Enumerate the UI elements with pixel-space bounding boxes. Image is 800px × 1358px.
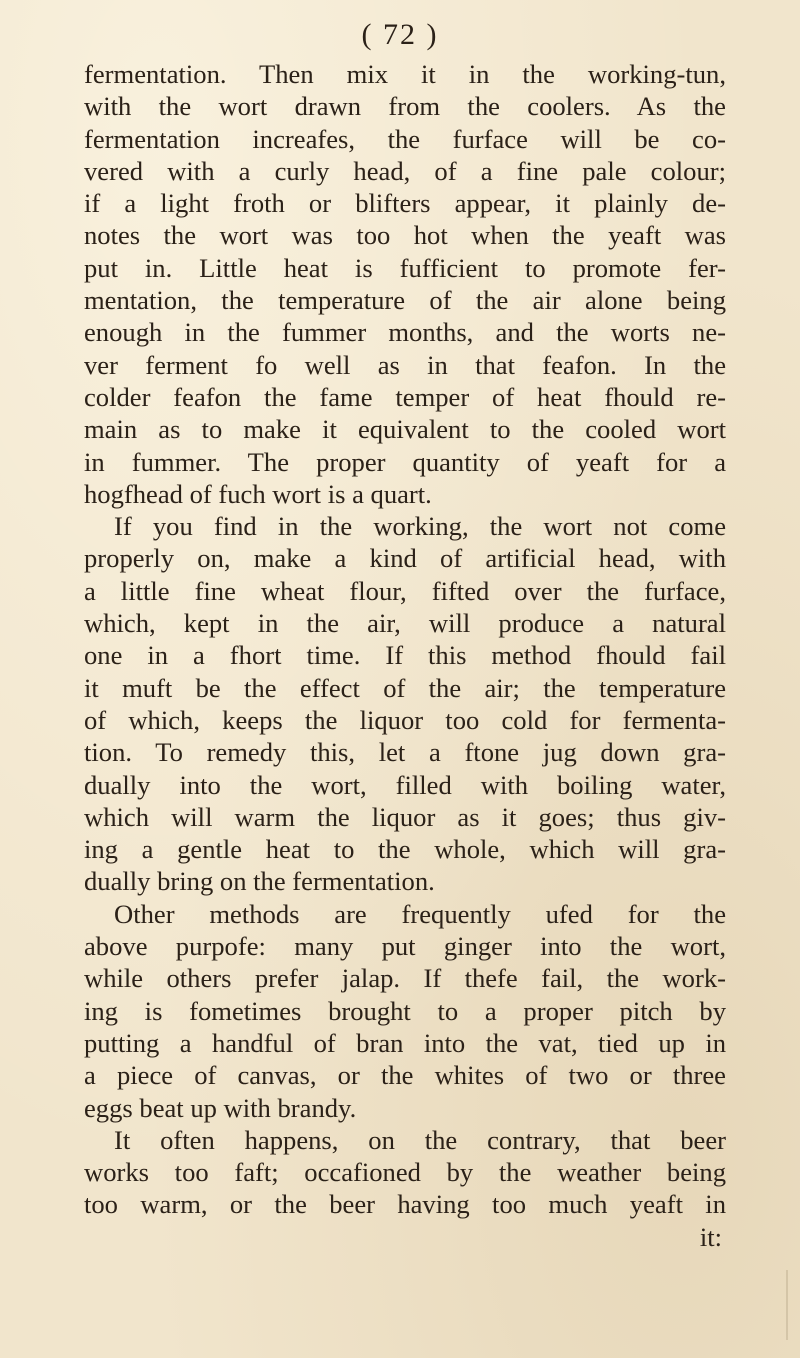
text-line: It often happens, on the contrary, that beer <box>114 1124 726 1155</box>
text-line: ing is fometimes brought to a proper pitch by <box>84 995 726 1026</box>
text-line: a little fine wheat flour, fifted over the furface, <box>84 575 726 606</box>
text-line: which, kept in the air, will produce a natural <box>84 608 726 639</box>
text-line: while others prefer jalap. If thefe fail, the work- <box>84 963 726 994</box>
text-line: eggs beat up with brandy. <box>84 1092 357 1123</box>
text-line: mentation, the temperature of the air alone being <box>84 285 726 316</box>
text-line: tion. To remedy this, let a ftone jug down gra- <box>84 737 726 768</box>
text-line: with the wort drawn from the coolers. As the <box>84 91 726 122</box>
text-line: too warm, or the beer having too much yeaft in <box>84 1189 726 1220</box>
page-edge-mark <box>786 1270 788 1340</box>
text-line: putting a handful of bran into the vat, tied up in <box>84 1027 726 1058</box>
text-line: If you find in the working, the wort not come <box>114 511 726 542</box>
text-line: fermentation. Then mix it in the working-tun, <box>84 59 726 89</box>
text-line: Other methods are frequently ufed for the <box>114 898 726 929</box>
text-line: if a light froth or blifters appear, it plainly de- <box>84 188 726 219</box>
text-line: hogfhead of fuch wort is a quart. <box>84 478 432 509</box>
text-line: it muft be the effect of the air; the temperature <box>84 672 726 703</box>
body-text <box>84 58 726 1253</box>
text-line: notes the wort was too hot when the yeaft was <box>84 220 726 251</box>
text-line: above purpofe: many put ginger into the wort, <box>84 931 726 962</box>
text-line: enough in the fummer months, and the worts ne- <box>84 317 726 348</box>
text-line: one in a fhort time. If this method fhould fail <box>84 640 726 671</box>
text-line: fermentation increafes, the furface will be co- <box>84 123 726 154</box>
text-line: colder feafon the fame temper of heat fhould re- <box>84 381 726 412</box>
text-line: works too faft; occafioned by the weather being <box>84 1157 726 1188</box>
text-line: ing a gentle heat to the whole, which will gra- <box>84 834 726 865</box>
text-line: of which, keeps the liquor too cold for fermenta- <box>84 704 726 735</box>
text-line: properly on, make a kind of artificial head, with <box>84 543 726 574</box>
text-line: ver ferment fo well as in that feafon. In the <box>84 349 726 380</box>
text-line: main as to make it equivalent to the cooled wort <box>84 414 726 445</box>
text-line: dually into the wort, filled with boiling water, <box>84 769 726 800</box>
catchword: it: <box>699 1221 722 1252</box>
page-number: ( 72 ) <box>361 18 439 51</box>
text-line: put in. Little heat is fufficient to promote fer- <box>84 252 726 283</box>
text-line: in fummer. The proper quantity of yeaft for a <box>84 446 726 477</box>
text-line: which will warm the liquor as it goes; thus giv- <box>84 801 726 832</box>
text-line: dually bring on the fermentation. <box>84 866 435 897</box>
text-line: a piece of canvas, or the whites of two or three <box>84 1060 726 1091</box>
text-line: vered with a curly head, of a fine pale colour; <box>84 155 726 186</box>
